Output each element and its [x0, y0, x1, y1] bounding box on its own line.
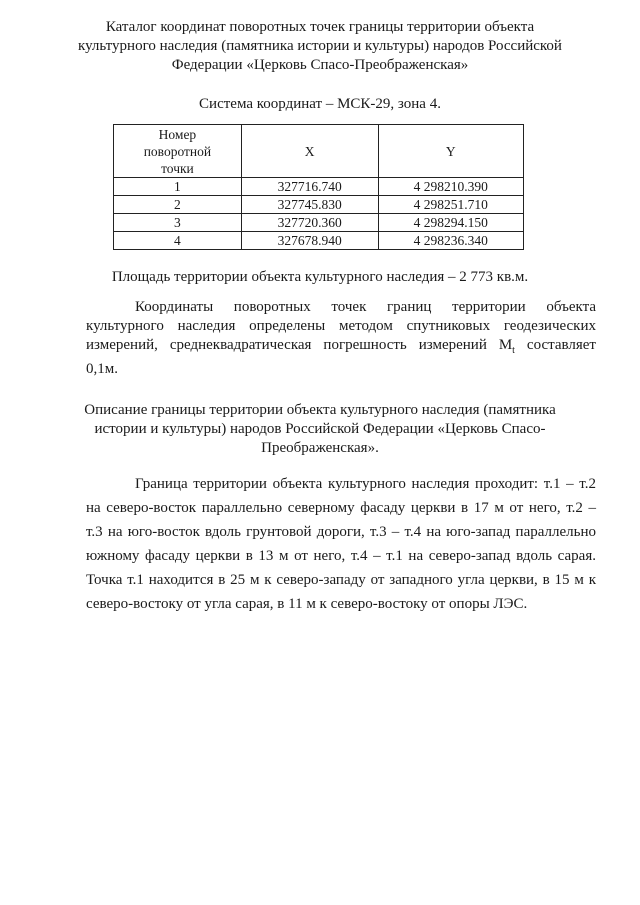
catalog-title	[60, 18, 580, 75]
paragraph-line: Граница территории объекта культурного наследия проходит: т.1 – т.2	[135, 476, 596, 492]
cell-x: 327745.830	[241, 196, 378, 214]
table-row	[114, 178, 524, 196]
title-line: культурного наследия (памятника истории и культуры) народов Российской	[78, 38, 562, 54]
title-line: Описание границы территории объекта культурного наследия (памятника	[84, 402, 556, 418]
title-line: Преображенская».	[261, 440, 379, 456]
paragraph-line: Координаты поворотных точек границ территории объекта	[135, 299, 596, 315]
table-row	[114, 214, 524, 232]
table-row	[114, 196, 524, 214]
description-title	[60, 401, 580, 458]
title-line: истории и культуры) народов Российской Федерации «Церковь Спасо-	[94, 421, 546, 437]
cell-x: 327716.740	[241, 178, 378, 196]
title-line: Федерации «Церковь Спасо-Преображенская»	[171, 57, 469, 73]
cell-y: 4 298236.340	[378, 232, 524, 250]
title-line: Каталог координат поворотных точек границы территории объекта	[105, 19, 535, 35]
cell-x: 327678.940	[241, 232, 378, 250]
paragraph-line: 0,1м.	[86, 361, 118, 377]
cell-point: 3	[114, 214, 242, 232]
cell-point: 4	[114, 232, 242, 250]
cell-x: 327720.360	[241, 214, 378, 232]
paragraph-line: т.3 на юго-восток вдоль грунтовой дороги, т.3 – т.4 на юго-запад параллельно	[86, 524, 596, 540]
paragraph-line: культурного наследия определены методом спутниковых геодезических	[86, 318, 596, 334]
header-x: X	[241, 125, 378, 178]
cell-point: 2	[114, 196, 242, 214]
paragraph-line: на северо-восток параллельно северному фасаду церкви в 17 м от него, т.2 –	[86, 500, 596, 516]
method-paragraph	[86, 298, 596, 379]
header-point-number: Номер поворотной точки	[114, 125, 242, 178]
table-row	[114, 232, 524, 250]
paragraph-line: южному фасаду церкви в 13 м от него, т.4 – т.1 на северо-запад вдоль сарая.	[86, 548, 596, 564]
paragraph-line: измерений, среднеквадратическая погрешность измерений $M_t$ составляет	[86, 337, 596, 356]
paragraph-line: северо-востоку от угла сарая, в 11 м к северо-востоку от опоры ЛЭС.	[86, 596, 528, 612]
cell-y: 4 298251.710	[378, 196, 524, 214]
cell-y: 4 298294.150	[378, 214, 524, 232]
area-statement: Площадь территории объекта культурного наследия – 2 773 кв.м.	[111, 269, 529, 285]
cell-y: 4 298210.390	[378, 178, 524, 196]
description-paragraph	[86, 472, 596, 616]
cell-point: 1	[114, 178, 242, 196]
coordinates-table	[113, 124, 524, 250]
table-header-row	[114, 125, 524, 178]
coordinate-system: Система координат – МСК-29, зона 4.	[199, 96, 441, 112]
paragraph-line: Точка т.1 находится в 25 м к северо-западу от западного угла церкви, в 15 м к	[86, 572, 596, 588]
header-y: Y	[378, 125, 524, 178]
